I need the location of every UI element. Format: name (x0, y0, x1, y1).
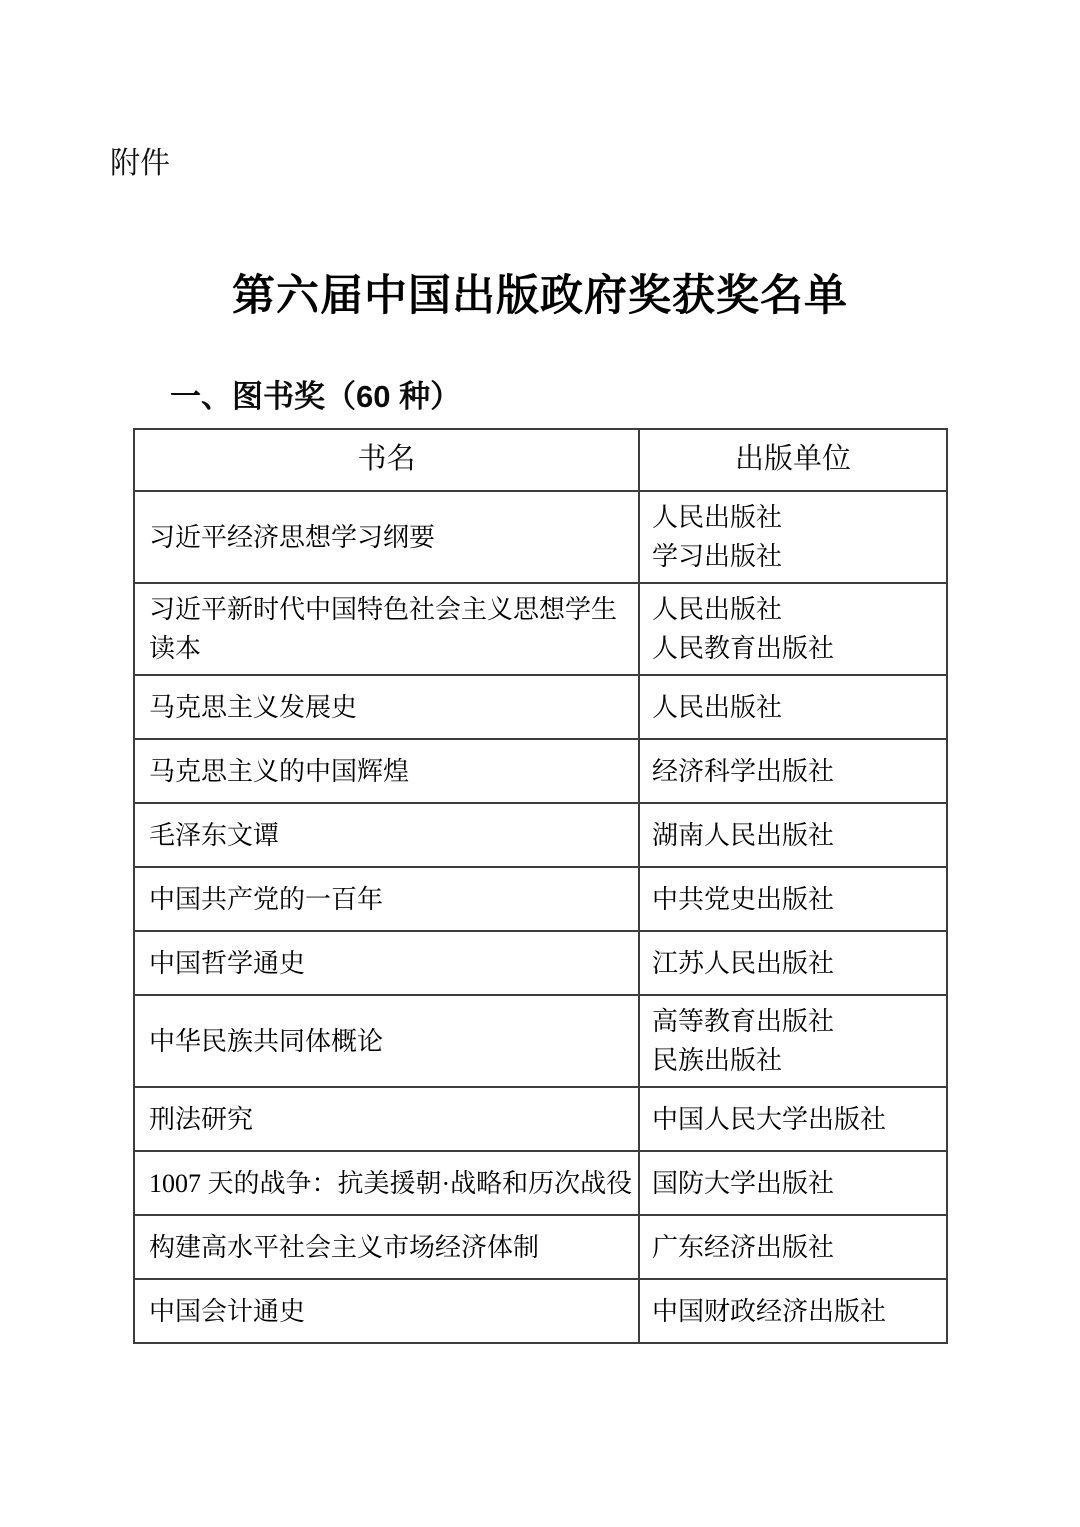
book-title-cell: 毛泽东文谭 (135, 804, 640, 866)
table-row (135, 490, 946, 582)
publisher-line: 民族出版社 (652, 1046, 783, 1075)
table-row (135, 1214, 946, 1278)
publisher-line: 人民出版社 (652, 595, 783, 624)
book-title-cell: 中国共产党的一百年 (135, 868, 640, 930)
table-row (135, 738, 946, 802)
publisher-line: 学习出版社 (652, 542, 783, 571)
book-title-cell: 刑法研究 (135, 1088, 640, 1150)
section-heading-book-awards: 一、图书奖（60 种） (170, 379, 462, 414)
publisher-line: 广东经济出版社 (652, 1232, 835, 1262)
publisher-cell (640, 868, 946, 930)
page-title: 第六届中国出版政府奖获奖名单 (232, 273, 848, 320)
publisher-cell (640, 1280, 946, 1342)
book-title-cell: 1007 天的战争：抗美援朝·战略和历次战役 (135, 1152, 640, 1214)
book-title-cell: 马克思主义发展史 (135, 676, 640, 738)
publisher-cell (640, 676, 946, 738)
book-title-cell: 构建高水平社会主义市场经济体制 (135, 1216, 640, 1278)
attachment-label: 附件 (110, 147, 170, 180)
table-row (135, 582, 946, 674)
publisher-line: 人民出版社 (652, 692, 783, 722)
publisher-line: 高等教育出版社 (652, 1007, 835, 1036)
table-row (135, 1278, 946, 1342)
publisher-line: 人民出版社 (652, 503, 783, 532)
table-row (135, 802, 946, 866)
publisher-line: 中国财政经济出版社 (652, 1296, 887, 1326)
table-row (135, 994, 946, 1086)
table-header-row (135, 430, 946, 490)
publisher-line: 江苏人民出版社 (652, 948, 835, 978)
publisher-line: 国防大学出版社 (652, 1168, 835, 1198)
publisher-line: 中国人民大学出版社 (652, 1104, 887, 1134)
book-title-cell: 中华民族共同体概论 (135, 996, 640, 1086)
publisher-line: 人民教育出版社 (652, 634, 835, 663)
publisher-cell (640, 996, 946, 1086)
publisher-cell (640, 1152, 946, 1214)
book-title-cell: 马克思主义的中国辉煌 (135, 740, 640, 802)
table-row (135, 1086, 946, 1150)
table-row (135, 1150, 946, 1214)
publisher-line: 湖南人民出版社 (652, 820, 835, 850)
table-row (135, 674, 946, 738)
publisher-line: 中共党史出版社 (652, 884, 835, 914)
publisher-cell (640, 1216, 946, 1278)
book-title-cell: 习近平经济思想学习纲要 (135, 492, 640, 582)
publisher-cell (640, 932, 946, 994)
publisher-cell (640, 804, 946, 866)
book-title-cell: 中国会计通史 (135, 1280, 640, 1342)
table-row (135, 930, 946, 994)
publisher-cell (640, 584, 946, 674)
publisher-cell (640, 492, 946, 582)
award-table (133, 428, 948, 1344)
column-header-publisher: 出版单位 (734, 443, 851, 476)
publisher-cell (640, 1088, 946, 1150)
award-table-body (135, 490, 946, 1342)
publisher-line: 经济科学出版社 (652, 756, 835, 786)
column-header-book-title: 书名 (135, 430, 640, 490)
table-row (135, 866, 946, 930)
publisher-cell (640, 740, 946, 802)
book-title-cell: 习近平新时代中国特色社会主义思想学生读本 (135, 584, 640, 674)
book-title-cell: 中国哲学通史 (135, 932, 640, 994)
